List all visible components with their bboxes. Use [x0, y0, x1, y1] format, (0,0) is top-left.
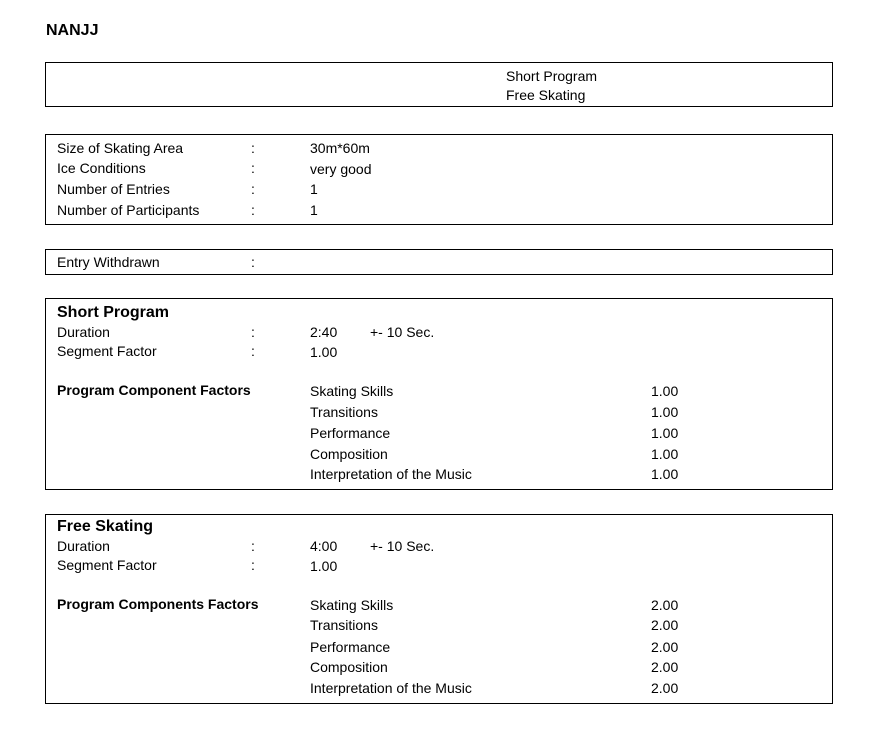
event-title: NANJJ — [46, 22, 99, 39]
fs-component-name: Composition — [310, 659, 388, 675]
fs-component-factor: 2.00 — [651, 617, 679, 633]
sp-component-name: Composition — [310, 446, 388, 462]
short-program-title: Short Program — [57, 304, 170, 321]
fs-component-factor: 2.00 — [651, 639, 679, 655]
sp-component-factor: 1.00 — [651, 446, 679, 462]
fs-component-name: Performance — [310, 639, 391, 655]
fs-duration-tolerance: +- 10 Sec. — [370, 538, 435, 554]
sp-component-factor: 1.00 — [651, 383, 679, 399]
info-colon: : — [251, 140, 255, 156]
withdrawn-label: Entry Withdrawn — [57, 254, 160, 270]
info-value: 1 — [310, 181, 318, 197]
sp-component-name: Transitions — [310, 404, 378, 420]
sp-duration-value: 2:40 — [310, 324, 338, 340]
info-label: Size of Skating Area — [57, 140, 184, 156]
info-label: Number of Participants — [57, 202, 200, 218]
sp-component-name: Interpretation of the Music — [310, 466, 472, 482]
segments-header-box — [45, 62, 833, 107]
fs-component-name: Skating Skills — [310, 597, 394, 613]
fs-component-name: Interpretation of the Music — [310, 680, 472, 696]
fs-duration-value: 4:00 — [310, 538, 338, 554]
sp-factor-colon: : — [251, 343, 255, 359]
sp-factor-label: Segment Factor — [57, 343, 157, 359]
sp-component-factor: 1.00 — [651, 425, 679, 441]
sp-component-factor: 1.00 — [651, 404, 679, 420]
info-value: 1 — [310, 202, 318, 218]
sp-component-factor: 1.00 — [651, 466, 679, 482]
info-colon: : — [251, 202, 255, 218]
free-skating-title: Free Skating — [57, 518, 154, 535]
fs-factor-label: Segment Factor — [57, 557, 157, 573]
sp-duration-colon: : — [251, 324, 255, 340]
sp-component-name: Skating Skills — [310, 383, 394, 399]
segment-header-free: Free Skating — [506, 87, 586, 103]
fs-duration-label: Duration — [57, 538, 110, 554]
fs-components-label: Program Components Factors — [57, 596, 259, 612]
info-value: 30m*60m — [310, 140, 370, 156]
sp-factor-value: 1.00 — [310, 344, 338, 360]
withdrawn-colon: : — [251, 254, 255, 270]
info-value: very good — [310, 161, 372, 177]
segment-header-short: Short Program — [506, 68, 598, 84]
info-label: Ice Conditions — [57, 160, 146, 176]
sp-component-name: Performance — [310, 425, 391, 441]
fs-component-factor: 2.00 — [651, 597, 679, 613]
fs-component-name: Transitions — [310, 617, 378, 633]
fs-component-factor: 2.00 — [651, 659, 679, 675]
info-label: Number of Entries — [57, 181, 170, 197]
fs-factor-colon: : — [251, 557, 255, 573]
info-colon: : — [251, 160, 255, 176]
withdrawn-box — [45, 249, 833, 275]
sp-components-label: Program Component Factors — [57, 382, 251, 398]
info-colon: : — [251, 181, 255, 197]
sp-duration-tolerance: +- 10 Sec. — [370, 324, 435, 340]
fs-duration-colon: : — [251, 538, 255, 554]
fs-component-factor: 2.00 — [651, 680, 679, 696]
fs-factor-value: 1.00 — [310, 558, 338, 574]
sp-duration-label: Duration — [57, 324, 110, 340]
